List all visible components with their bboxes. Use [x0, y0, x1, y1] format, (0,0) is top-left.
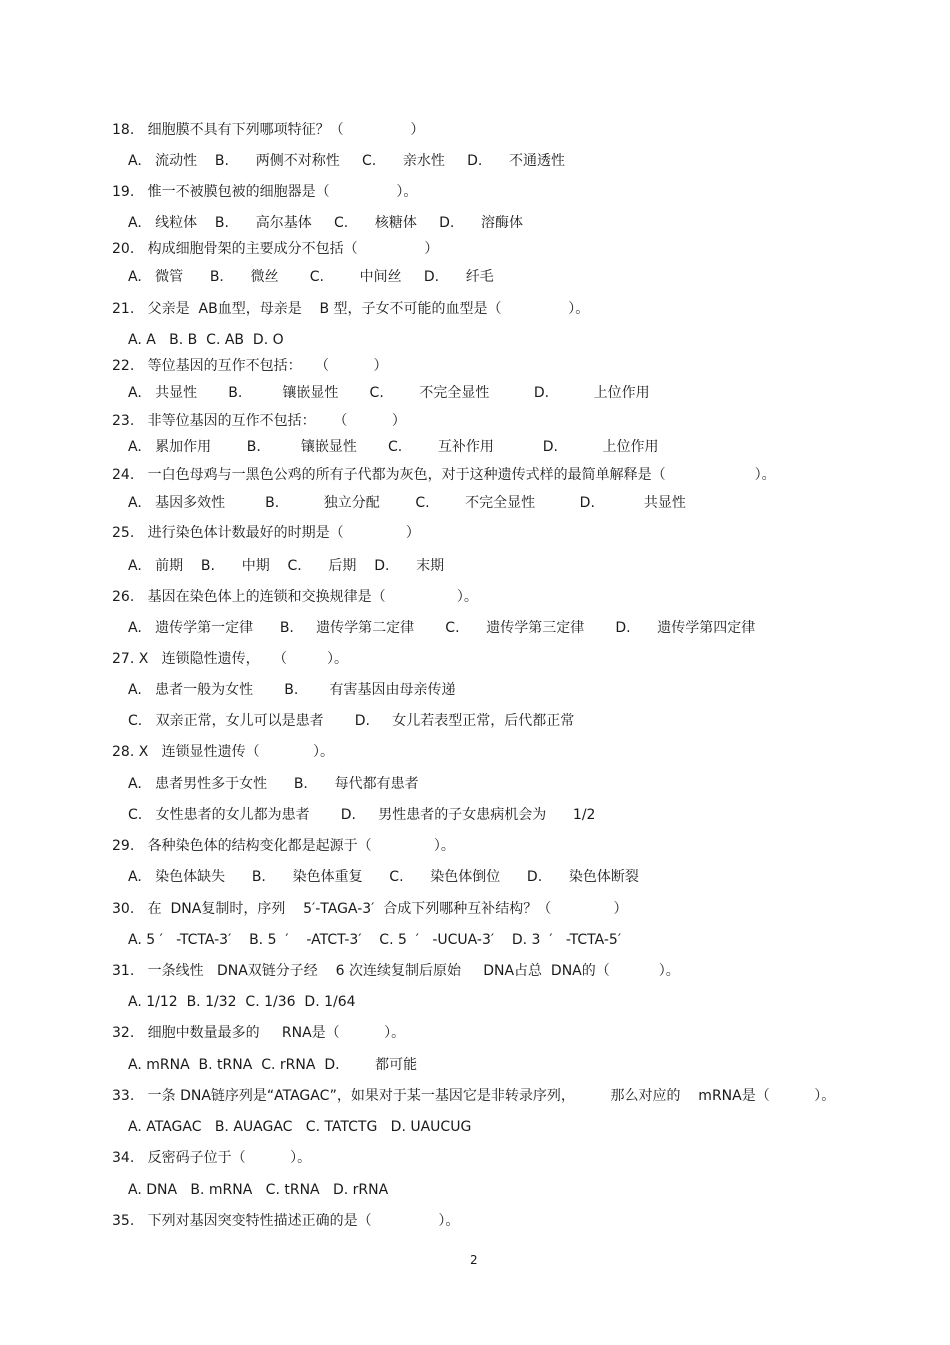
options-26: A. 遗传学第一定律 B. 遗传学第二定律 C. 遗传学第三定律 D. 遗传学第四定律	[128, 620, 756, 636]
question-27: 27. X 连锁隐性遗传， （ ）。	[112, 651, 349, 667]
question-21: 21. 父亲是 AB血型，母亲是 B 型，子女不可能的血型是（ ）。	[112, 301, 590, 317]
options-32: A. mRNA B. tRNA C. rRNA D. 都可能	[128, 1057, 418, 1073]
question-34: 34. 反密码子位于（ ）。	[112, 1150, 312, 1166]
options-34: A. DNA B. mRNA C. tRNA D. rRNA	[128, 1182, 389, 1198]
question-33: 33. 一条 DNA链序列是“ATAGAC”，如果对于某一基因它是非转录序列， 那么对应的 mRNA是（ ）。	[112, 1088, 836, 1104]
question-26: 26. 基因在染色体上的连锁和交换规律是（ ）。	[112, 589, 478, 605]
options-28-ab: A. 患者男性多于女性 B. 每代都有患者	[128, 776, 419, 792]
options-22: A. 共显性 B. 镶嵌显性 C. 不完全显性 D. 上位作用	[128, 385, 650, 401]
options-25: A. 前期 B. 中期 C. 后期 D. 末期	[128, 558, 445, 574]
question-35: 35. 下列对基因突变特性描述正确的是（ ）。	[112, 1213, 460, 1229]
options-19: A. 线粒体 B. 高尔基体 C. 核糖体 D. 溶酶体	[128, 215, 524, 231]
page-number: 2	[470, 1253, 478, 1267]
options-27-ab: A. 患者一般为女性 B. 有害基因由母亲传递	[128, 682, 456, 698]
options-21: A. A B. B C. AB D. O	[128, 332, 284, 348]
question-22: 22. 等位基因的互作不包括： （ ）	[112, 358, 388, 374]
question-29: 29. 各种染色体的结构变化都是起源于（ ）。	[112, 838, 455, 854]
options-20: A. 微管 B. 微丝 C. 中间丝 D. 纤毛	[128, 269, 494, 285]
question-24: 24. 一白色母鸡与一黑色公鸡的所有子代都为灰色，对于这种遗传式样的最简单解释是（ ）。	[112, 467, 776, 483]
options-30: A. 5 ′ -TCTA-3′ B. 5 ′ -ATCT-3′ C. 5 ′ -UCUA-3′ D. 3 ′ -TCTA-5′	[128, 932, 622, 948]
question-25: 25. 进行染色体计数最好的时期是（ ）	[112, 525, 420, 541]
options-24: A. 基因多效性 B. 独立分配 C. 不完全显性 D. 共显性	[128, 495, 686, 511]
question-32: 32. 细胞中数量最多的 RNA是（ ）。	[112, 1025, 406, 1041]
question-20: 20. 构成细胞骨架的主要成分不包括（ ）	[112, 241, 439, 257]
question-19: 19. 惟一不被膜包被的细胞器是（ ）。	[112, 184, 418, 200]
options-29: A. 染色体缺失 B. 染色体重复 C. 染色体倒位 D. 染色体断裂	[128, 869, 639, 885]
options-27-cd: C. 双亲正常，女儿可以是患者 D. 女儿若表型正常，后代都正常	[128, 713, 575, 729]
question-31: 31. 一条线性 DNA双链分子经 6 次连续复制后原始 DNA占总 DNA的（ ）。	[112, 963, 680, 979]
options-28-cd: C. 女性患者的女儿都为患者 D. 男性患者的子女患病机会为 1/2	[128, 807, 596, 823]
question-28: 28. X 连锁显性遗传（ ）。	[112, 744, 335, 760]
options-18: A. 流动性 B. 两侧不对称性 C. 亲水性 D. 不通透性	[128, 153, 566, 169]
options-23: A. 累加作用 B. 镶嵌显性 C. 互补作用 D. 上位作用	[128, 439, 659, 455]
question-18: 18. 细胞膜不具有下列哪项特征？（ ）	[112, 122, 425, 138]
question-23: 23. 非等位基因的互作不包括： （ ）	[112, 413, 406, 429]
options-31: A. 1/12 B. 1/32 C. 1/36 D. 1/64	[128, 994, 356, 1010]
question-30: 30. 在 DNA复制时，序列 5′-TAGA-3′ 合成下列哪种互补结构？（ ）	[112, 901, 628, 917]
options-33: A. ATAGAC B. AUAGAC C. TATCTG D. UAUCUG	[128, 1119, 472, 1135]
